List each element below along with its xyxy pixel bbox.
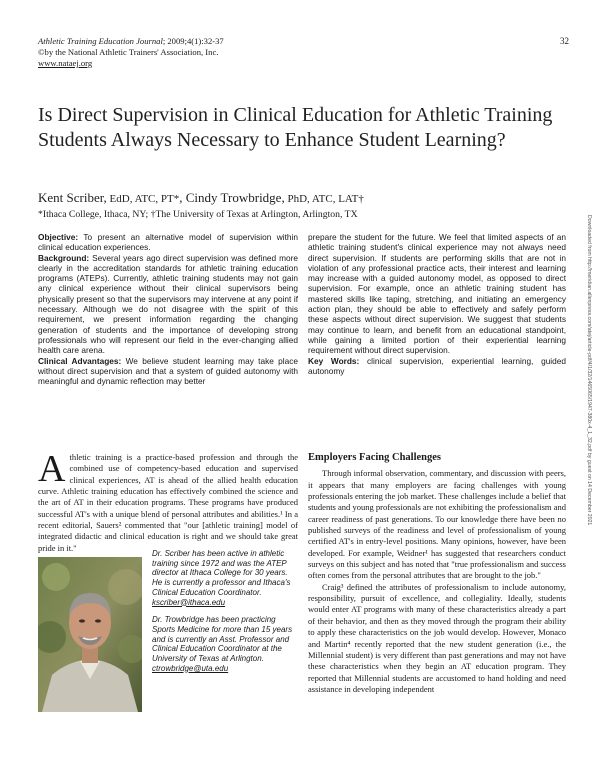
- body-right-column: [308, 452, 566, 695]
- journal-header: [38, 36, 224, 69]
- intro-text: thletic training is a practice-based profession and through the combined use of competency-based education and supervised clinical experiences, AT is ahead of the allied health education curve. Athletic training education has effectively combined the science and the art of AT in their education programs. These programs have produced successful AT's with a unique blend of personal attributes and abilities.¹ In a recent editorial, Sauers² commented that "our [athletic training] model of integrated didactic and clinical education is right and we should take great pride in it.": [38, 452, 298, 553]
- section-paragraph-2: Craig³ defined the attributes of professionalism to include autonomy, responsibility, pursuit of excellence, and collegiality. Ideally, students would enter AT programs with many of these characteristics already a part of their behavior, and then as they moved through the program their ability to apply these characteristics on the job would develop. However, Monaco and Martin⁴ recently reported that the new student generation (i.e., the Millennial student) is very different than past generations and may not have these characteristics when they begin an AT education program. They reported that Millennial students are accustomed to hand holding and need assistance in developing independent: [308, 581, 566, 694]
- bio-trowbridge-text: Dr. Trowbridge has been practicing Sports Medicine for more than 15 years and is currently an Asst. Professor and Clinical Education Coordinator at the University of Texas at Arlington.: [152, 615, 293, 664]
- section-heading: Employers Facing Challenges: [308, 452, 441, 463]
- author-1-name: Kent Scriber,: [38, 190, 107, 205]
- journal-citation: ; 2009;4(1):32-37: [162, 36, 224, 46]
- author-photo: [38, 557, 142, 712]
- abstract-keywords: [308, 356, 566, 377]
- abstract-background: [38, 253, 298, 356]
- intro-paragraph: [38, 448, 298, 554]
- download-stamp: Downloaded from http://meridian.allenpress.com/atej/article-pdf/4/1/32/1465065/1947-380x-4_1_32.pdf by guest on 14 December 2021: [586, 215, 592, 526]
- keywords-label: Key Words:: [308, 355, 360, 366]
- author-1-degrees: EdD, ATC, PT*: [106, 193, 180, 205]
- section-paragraph-1: Through informal observation, commentary, and discussion with peers, it appears that many employers are facing challenges with young professionals entering the job market. These challenges include a belief that students and young professionals are not exhibiting the professionalism and career readiness of past generations. To our knowledge there have been no published surveys of the readiness and level of professionalism of young certified AT's in entry-level positions. Many opinions, however, have been developed. For example, Weidner¹ has suggested that researchers conduct surveys on this subject and has noted that "true professionalism and success often comes from the personal attributes that are brought to the job.": [308, 468, 566, 581]
- author-separator: ,: [179, 190, 186, 205]
- author-line: [38, 190, 364, 206]
- bio-scriber: [152, 549, 300, 607]
- background-text: Several years ago direct supervision was defined more clearly in the accreditation standards for athletic training education programs (ATEPs). Currently, athletic training students may not gain any clinical experience without their clinical supervisors being physically present so that the supervisors may intervene at any point if necessary. Although we do not disagree with the spirit of this requirement, we present information regarding the changing generation of students and the importance of developing strong professionals who will represent our field in the ever-changing allied health care arena.: [38, 252, 298, 356]
- affiliations: *Ithaca College, Ithaca, NY; †The University of Texas at Arlington, Arlington, TX: [38, 209, 358, 220]
- background-label: Background:: [38, 252, 90, 263]
- abstract-right-column: [308, 232, 566, 376]
- objective-text: To present an alternative model of supervision within clinical education experiences.: [38, 232, 298, 253]
- abstract-objective: [38, 232, 298, 253]
- bio-trowbridge: [152, 615, 300, 673]
- abstract-left-column: [38, 232, 298, 386]
- copyright-line: ©by the National Athletic Trainers' Association, Inc.: [38, 47, 219, 57]
- abstract-advantages: [38, 356, 298, 387]
- keywords-text: clinical supervision, experiential learning, guided autonomy: [308, 355, 566, 376]
- journal-name: Athletic Training Education Journal: [38, 36, 163, 46]
- journal-url-link[interactable]: www.nataej.org: [38, 58, 93, 68]
- email-link-trowbridge[interactable]: ctrowbridge@uta.edu: [152, 663, 229, 673]
- author-2-degrees: PhD, ATC, LAT†: [284, 193, 364, 205]
- drop-cap: A: [38, 448, 66, 490]
- advantages-text: We believe student learning may take place without direct supervision and that a system of guided autonomy with meaningful and dynamic reflection may better: [38, 355, 298, 387]
- bio-scriber-text: Dr. Scriber has been active in athletic training since 1972 and was the ATEP director at Ithaca College for 30 years. He is currently a professor and Ithaca's Clinical Education Coordinator.: [152, 549, 291, 597]
- page-number: 32: [560, 36, 569, 46]
- objective-label: Objective:: [38, 232, 79, 242]
- email-link-scriber[interactable]: kscriber@ithaca.edu: [152, 597, 226, 607]
- author-2-name: Cindy Trowbridge,: [185, 190, 285, 205]
- abstract-continuation: prepare the student for the future. We feel that limited aspects of an athletic training student's clinical experience may not always need direct supervision. If students are performing skills that are not in violation of any professional practice acts, their interest and learning may increase with a guided autonomy model, as opposed to direct supervision. For example, once an athletic training student has mastered skills like taping, stretching, and initiating an emergency action plan, they should be able to effectively and safely perform these aspects without direct supervision. We suggest that students may continue to learn, and benefit from an educational standpoint, while gaining a limited portion of their experiential learning requirement without direct supervision.: [308, 232, 566, 356]
- author-bios: [152, 549, 300, 681]
- article-title: Is Direct Supervision in Clinical Education for Athletic Training Students Always Necessary to Enhance Student Learning?: [38, 104, 553, 151]
- advantages-label: Clinical Advantages:: [38, 355, 122, 366]
